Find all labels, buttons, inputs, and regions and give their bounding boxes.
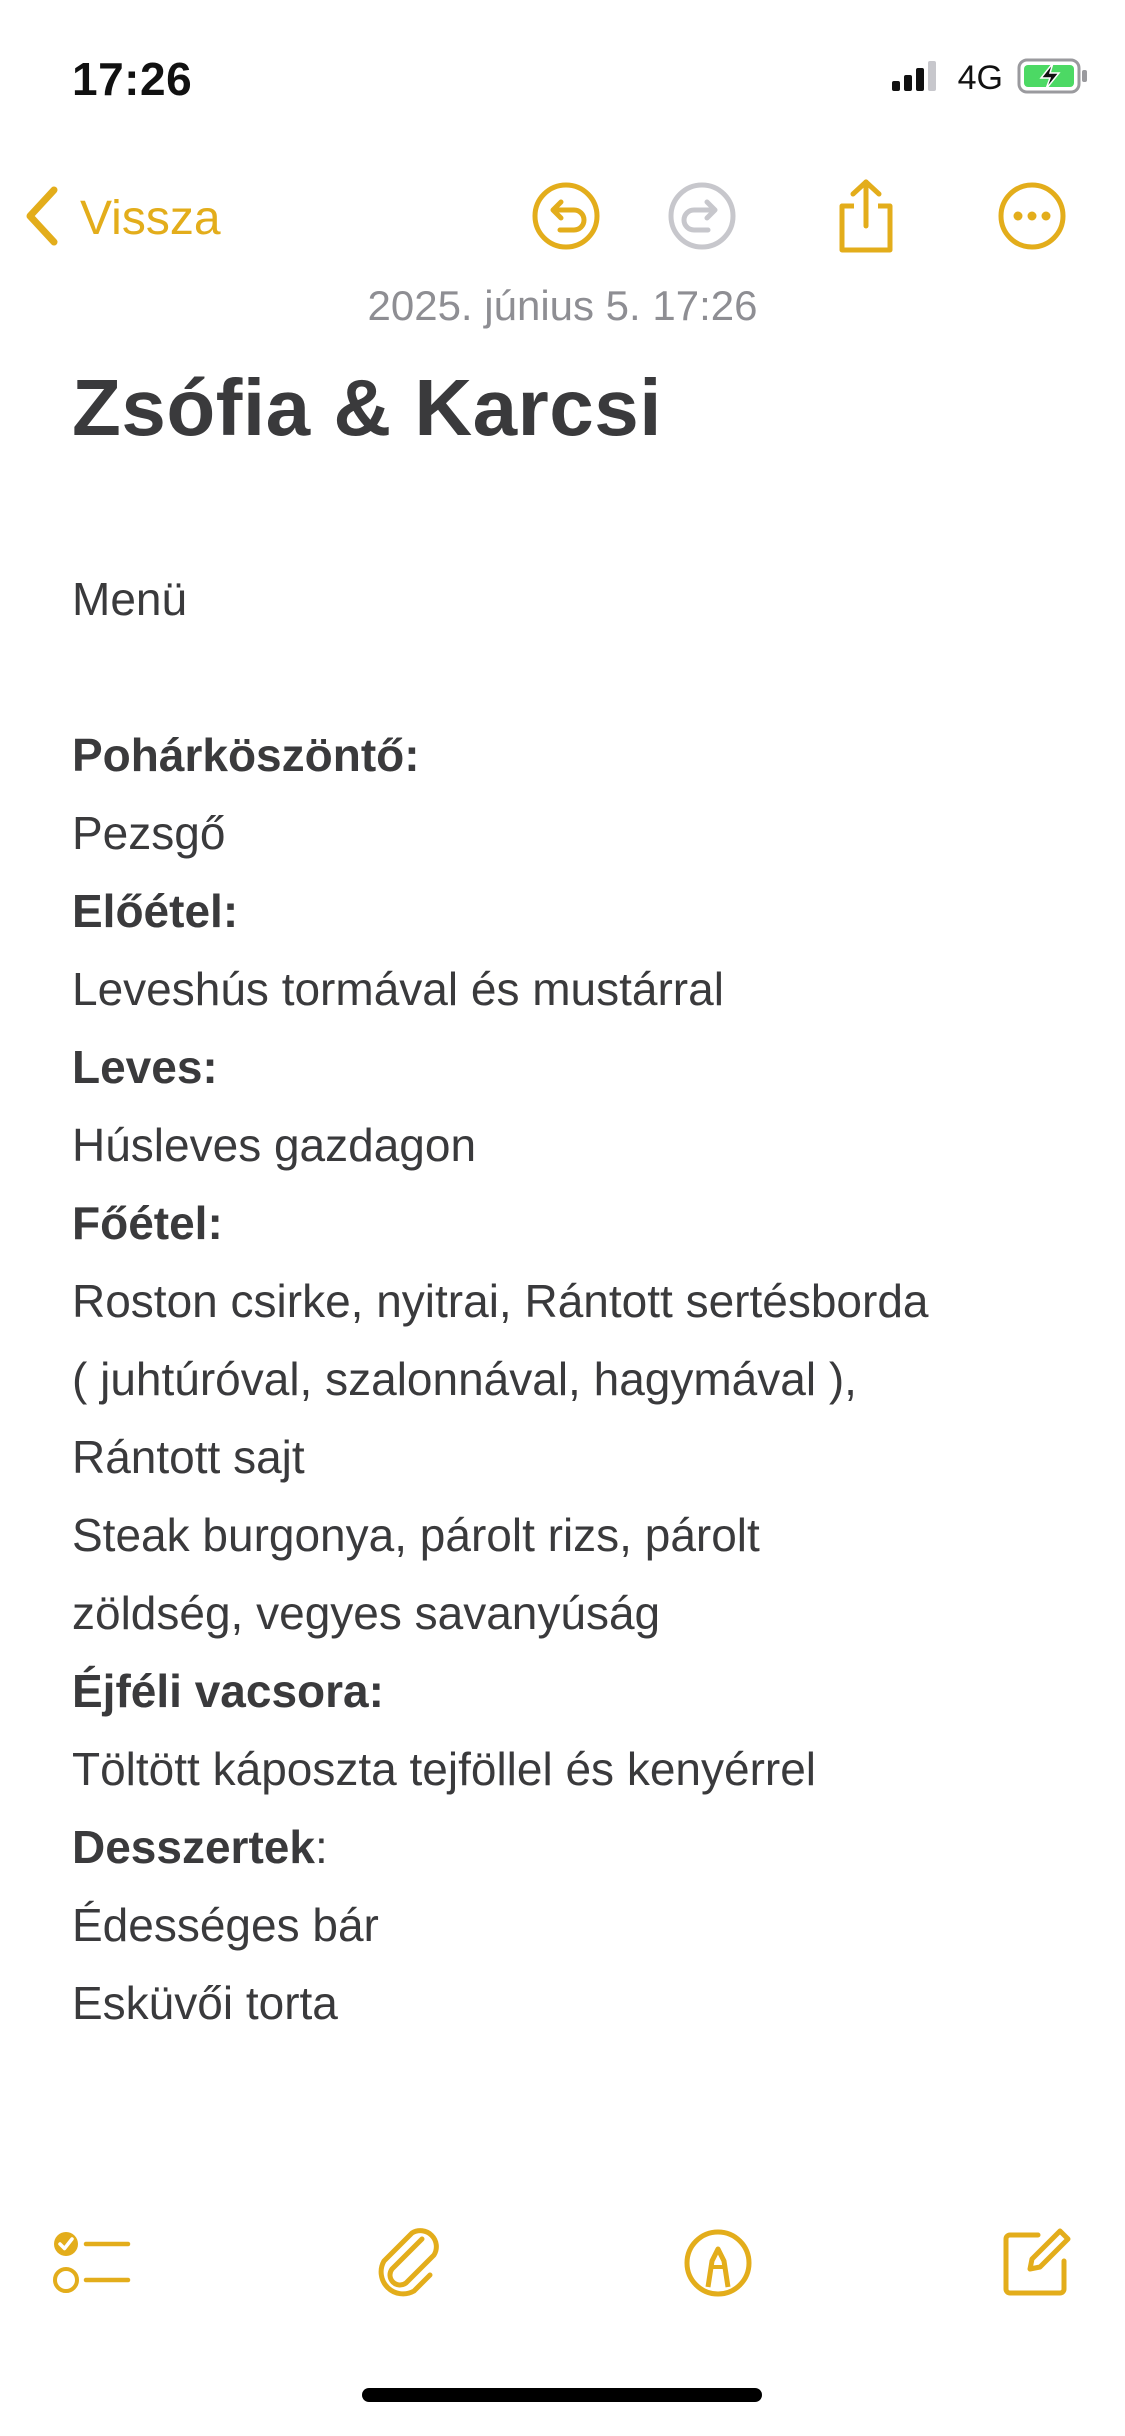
note-heading-colon: : xyxy=(314,1821,328,1873)
navigation-bar xyxy=(0,160,1125,280)
more-button[interactable] xyxy=(994,180,1070,256)
note-line: ( juhtúróval, szalonnával, hagymával ), xyxy=(72,1353,857,1405)
note-line: Töltött káposzta tejföllel és kenyérrel xyxy=(72,1743,817,1795)
attachment-button[interactable] xyxy=(360,2215,460,2315)
compose-icon xyxy=(1000,2227,1072,2304)
share-icon xyxy=(834,178,898,259)
note-heading: Éjféli vacsora: xyxy=(72,1665,384,1717)
home-indicator[interactable] xyxy=(362,2388,762,2402)
note-line: zöldség, vegyes savanyúság xyxy=(72,1587,661,1639)
battery-charging-icon xyxy=(1017,58,1089,99)
status-indicators xyxy=(892,58,1089,99)
note-line: Steak burgonya, párolt rizs, párolt xyxy=(72,1509,760,1561)
compose-button[interactable] xyxy=(986,2215,1086,2315)
cellular-signal-icon xyxy=(892,61,944,96)
status-time: 17:26 xyxy=(72,53,193,105)
markup-pen-icon xyxy=(682,2227,754,2304)
undo-button[interactable] xyxy=(528,180,604,256)
back-button-label: Vissza xyxy=(80,192,221,245)
paperclip-icon xyxy=(372,2225,448,2306)
note-line: Roston csirke, nyitrai, Rántott sertésborda xyxy=(72,1275,929,1327)
markup-button[interactable] xyxy=(668,2215,768,2315)
status-bar xyxy=(0,0,1125,140)
note-date: 2025. június 5. 17:26 xyxy=(367,282,758,329)
note-body[interactable] xyxy=(72,560,1072,2042)
note-line: Rántott sajt xyxy=(72,1431,305,1483)
share-button[interactable] xyxy=(828,180,904,256)
note-heading: Pohárköszöntő: xyxy=(72,729,420,781)
note-line: Menü xyxy=(72,573,188,625)
back-button[interactable] xyxy=(22,184,221,253)
bottom-toolbar xyxy=(0,2215,1125,2325)
note-heading: Főétel: xyxy=(72,1197,223,1249)
note-line: Húsleves gazdagon xyxy=(72,1119,477,1171)
redo-button[interactable] xyxy=(664,180,740,256)
redo-icon xyxy=(666,180,738,257)
blank-line xyxy=(72,638,1072,716)
chevron-left-icon xyxy=(22,184,62,253)
note-heading: Leves: xyxy=(72,1041,218,1093)
note-line: Esküvői torta xyxy=(72,1977,338,2029)
undo-icon xyxy=(530,180,602,257)
note-heading: Előétel: xyxy=(72,885,239,937)
note-title[interactable]: Zsófia & Karcsi xyxy=(72,363,662,452)
checklist-button[interactable] xyxy=(42,2215,142,2315)
note-line: Édességes bár xyxy=(72,1899,379,1951)
note-heading-text: Desszertek xyxy=(72,1821,315,1873)
note-heading xyxy=(72,1808,1072,1886)
note-line: Pezsgő xyxy=(72,807,226,859)
note-line: Leveshús tormával és mustárral xyxy=(72,963,724,1015)
network-type: 4G xyxy=(957,59,1003,97)
checklist-icon xyxy=(52,2228,132,2303)
more-icon xyxy=(996,180,1068,257)
